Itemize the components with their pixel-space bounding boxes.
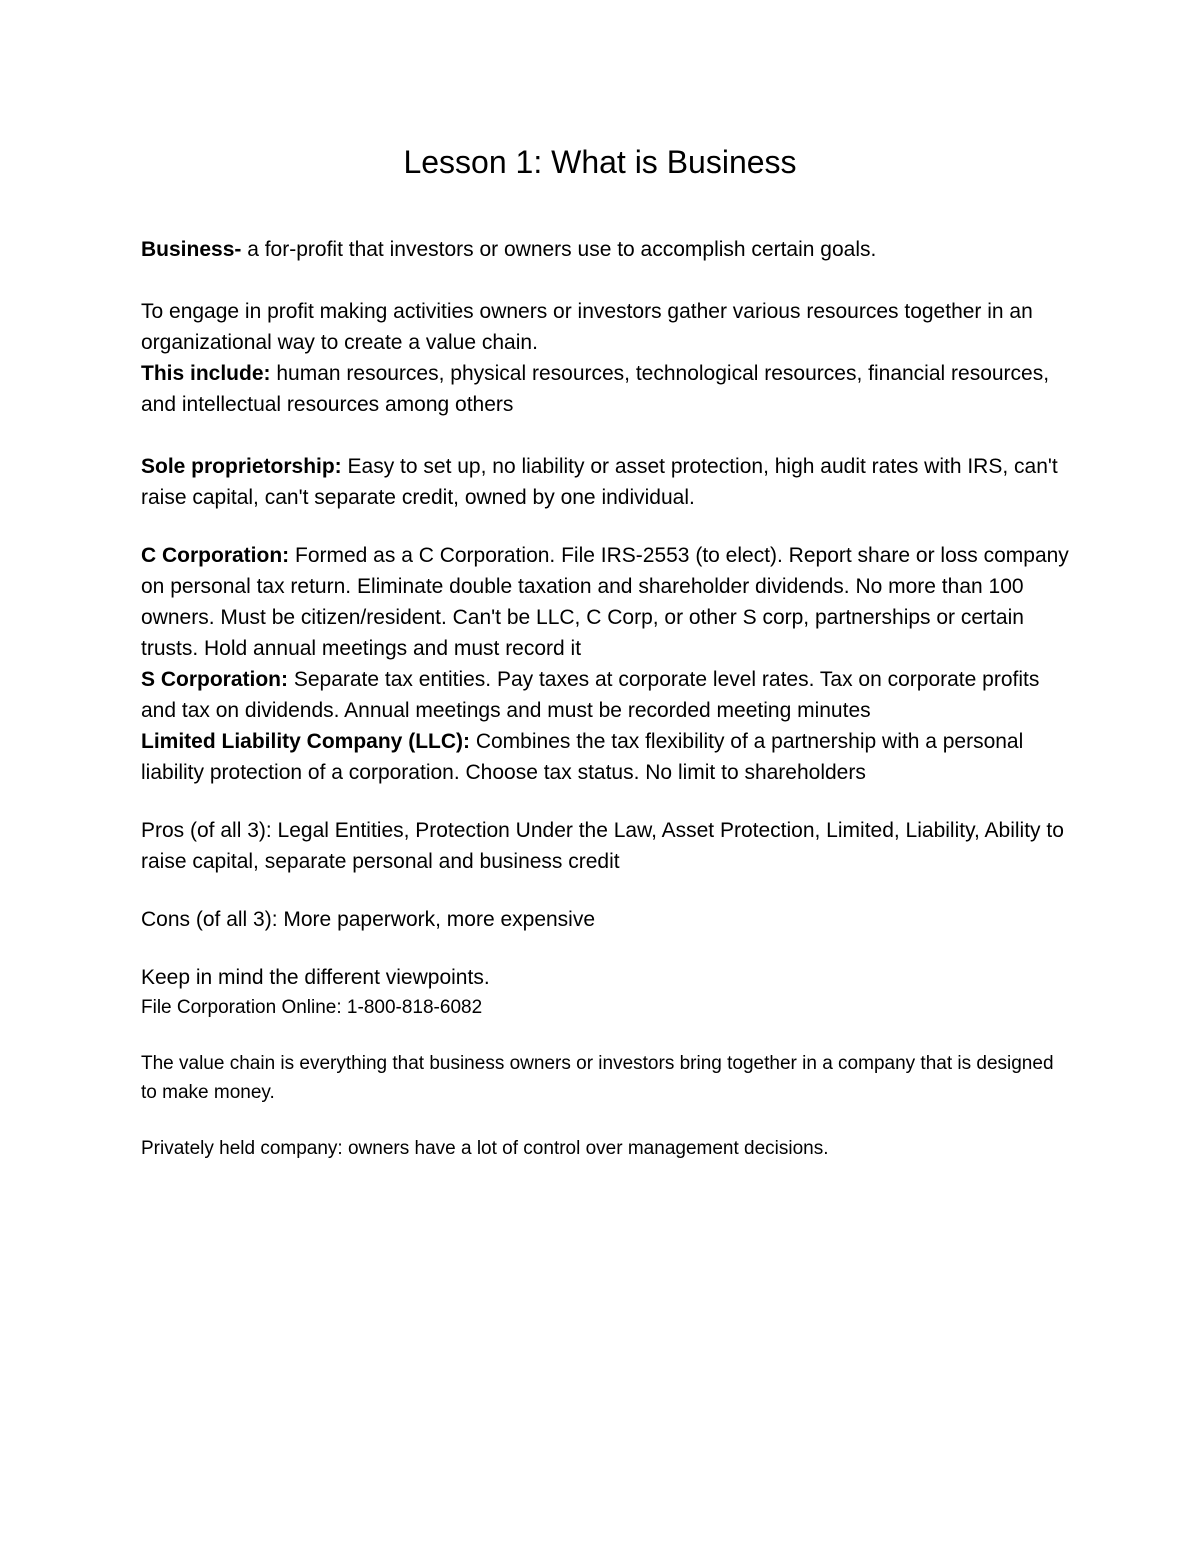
scorp-term: S Corporation: [141,668,288,691]
spacer [141,265,1071,296]
document-body [141,234,1071,1163]
ccorp-def: Formed as a C Corporation. File IRS-2553 (to elect). Report share or loss company on personal tax return. Eliminate double taxation and shareholder dividends. No more than 100 owners. Must be citizen/resident. Can't be LLC, C Corp, or other S corp, partnerships or certain trusts. Hold annual meetings and must record it [141,544,1069,660]
spacer [141,513,1071,540]
pros-paragraph: Pros (of all 3): Legal Entities, Protection Under the Law, Asset Protection, Limited, Liability, Ability to raise capital, separate personal and business credit [141,819,1064,873]
ccorp-term: C Corporation: [141,544,290,567]
spacer [141,420,1071,451]
include-def: human resources, physical resources, technological resources, financial resources, and intellectual resources among others [141,362,1050,416]
c-corporation-paragraph [141,540,1071,664]
spacer [141,788,1071,815]
sole-proprietorship-paragraph [141,451,1071,513]
business-definition [141,234,1071,265]
include-paragraph [141,358,1071,420]
spacer [141,877,1071,904]
engage-paragraph: To engage in profit making activities owners or investors gather various resources together in an organizational way to create a value chain. [141,300,1033,354]
business-term: Business- [141,238,242,261]
llc-paragraph [141,726,1071,788]
cons-paragraph: Cons (of all 3): More paperwork, more expensive [141,908,596,931]
llc-term: Limited Liability Company (LLC): [141,730,470,753]
scorp-def: Separate tax entities. Pay taxes at corporate level rates. Tax on corporate profits and tax on dividends. Annual meetings and must be recorded meeting minutes [141,668,1040,722]
page-title: Lesson 1: What is Business [403,144,797,180]
sole-term: Sole proprietorship: [141,455,342,478]
privately-held-paragraph: Privately held company: owners have a lot of control over management decisions. [141,1138,829,1159]
keep-in-mind-paragraph: Keep in mind the different viewpoints. [141,966,490,989]
include-term: This include: [141,362,271,385]
spacer [141,1022,1071,1049]
file-online-paragraph: File Corporation Online: 1-800-818-6082 [141,997,483,1018]
spacer [141,1107,1071,1134]
business-def: a for-profit that investors or owners use to accomplish certain goals. [241,238,877,261]
spacer [141,935,1071,962]
sole-def: Easy to set up, no liability or asset protection, high audit rates with IRS, can't raise capital, can't separate credit, owned by one individual. [141,455,1058,509]
value-chain-paragraph: The value chain is everything that business owners or investors bring together in a company that is designed to make money. [141,1053,1054,1103]
s-corporation-paragraph [141,664,1071,726]
llc-def: Combines the tax flexibility of a partnership with a personal liability protection of a corporation. Choose tax status. No limit to shareholders [141,730,1024,784]
